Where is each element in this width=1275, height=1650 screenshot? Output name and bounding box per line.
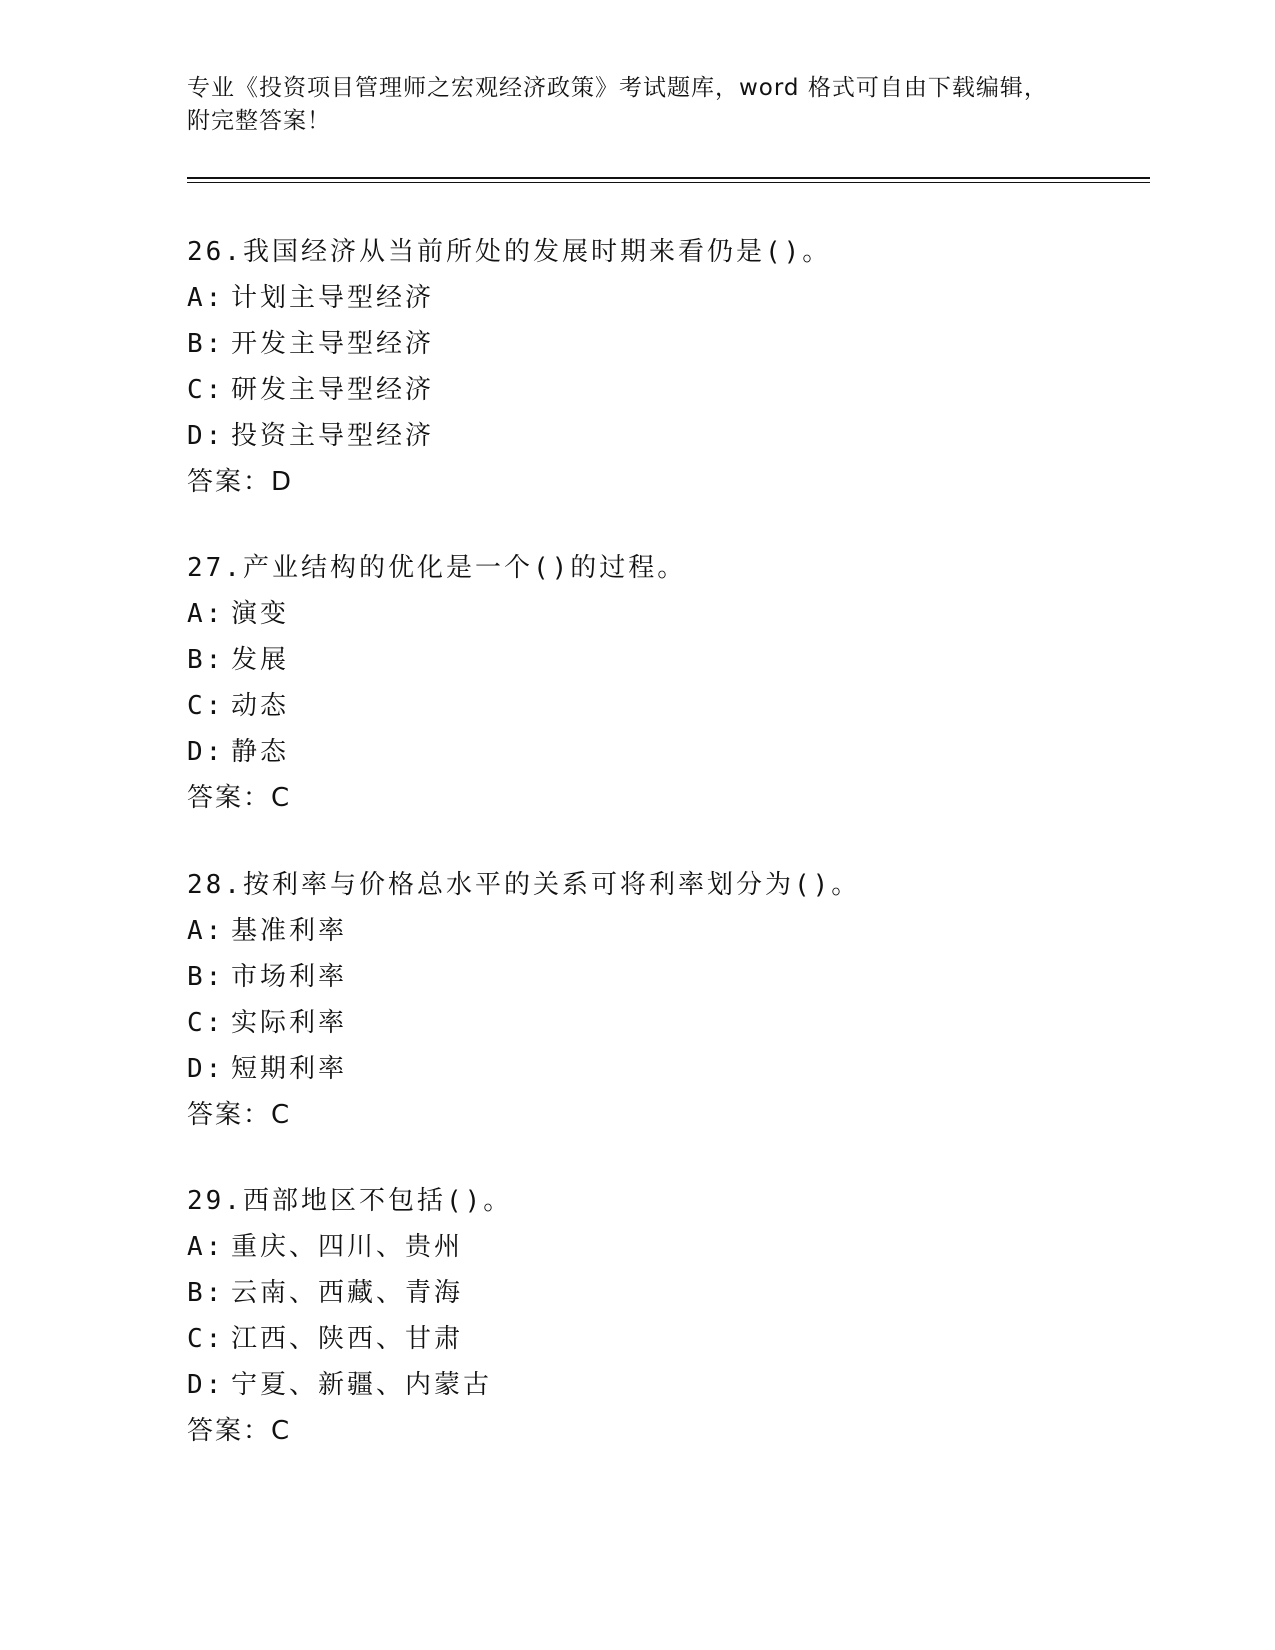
- question-stem: 29.西部地区不包括()。: [187, 1186, 513, 1216]
- option-a: [187, 591, 1127, 637]
- option-text: 市场利率: [231, 962, 348, 992]
- question-stem: 27.产业结构的优化是一个()的过程。: [187, 553, 687, 583]
- option-key: C:: [187, 691, 225, 721]
- option-text: 投资主导型经济: [231, 421, 435, 451]
- option-key: C:: [187, 375, 225, 405]
- option-b: [187, 321, 1127, 367]
- option-b: [187, 637, 1127, 683]
- answer-line: 答案：C: [187, 1416, 292, 1446]
- question-block: [187, 229, 1127, 505]
- option-text: 开发主导型经济: [231, 329, 435, 359]
- question-block: [187, 545, 1127, 821]
- option-text: 云南、西藏、青海: [231, 1278, 464, 1308]
- option-key: B:: [187, 1278, 225, 1308]
- option-key: A:: [187, 599, 225, 629]
- header-line-2: 附完整答案！: [187, 108, 331, 134]
- question-block: [187, 1178, 1127, 1454]
- option-a: [187, 275, 1127, 321]
- option-key: D:: [187, 421, 225, 451]
- option-key: D:: [187, 1370, 225, 1400]
- header-divider-thin: [187, 182, 1150, 183]
- question-stem: 26.我国经济从当前所处的发展时期来看仍是()。: [187, 237, 832, 267]
- option-a: [187, 908, 1127, 954]
- option-key: C:: [187, 1008, 225, 1038]
- answer-line: 答案：D: [187, 467, 294, 497]
- option-c: [187, 1000, 1127, 1046]
- option-c: [187, 683, 1127, 729]
- option-text: 重庆、四川、贵州: [231, 1232, 464, 1262]
- option-d: [187, 1362, 1127, 1408]
- option-key: A:: [187, 916, 225, 946]
- header-divider-thick: [187, 177, 1150, 179]
- option-c: [187, 367, 1127, 413]
- option-text: 计划主导型经济: [231, 283, 435, 313]
- option-text: 江西、陕西、甘肃: [231, 1324, 464, 1354]
- option-d: [187, 729, 1127, 775]
- answer-line: 答案：C: [187, 783, 292, 813]
- option-b: [187, 954, 1127, 1000]
- option-key: D:: [187, 737, 225, 767]
- question-stem: 28.按利率与价格总水平的关系可将利率划分为()。: [187, 870, 861, 900]
- option-d: [187, 1046, 1127, 1092]
- answer-line: 答案：C: [187, 1100, 292, 1130]
- option-key: A:: [187, 283, 225, 313]
- option-key: B:: [187, 329, 225, 359]
- option-text: 基准利率: [231, 916, 348, 946]
- option-text: 发展: [231, 645, 290, 675]
- option-key: C:: [187, 1324, 225, 1354]
- option-text: 研发主导型经济: [231, 375, 435, 405]
- option-text: 静态: [231, 737, 290, 767]
- option-text: 演变: [231, 599, 290, 629]
- option-text: 实际利率: [231, 1008, 348, 1038]
- header-line-1: 专业《投资项目管理师之宏观经济政策》考试题库，word 格式可自由下载编辑，: [187, 75, 1048, 101]
- option-b: [187, 1270, 1127, 1316]
- option-a: [187, 1224, 1127, 1270]
- question-block: [187, 862, 1127, 1138]
- option-text: 短期利率: [231, 1054, 348, 1084]
- option-key: A:: [187, 1232, 225, 1262]
- option-d: [187, 413, 1127, 459]
- option-key: D:: [187, 1054, 225, 1084]
- option-text: 宁夏、新疆、内蒙古: [231, 1370, 493, 1400]
- option-c: [187, 1316, 1127, 1362]
- option-text: 动态: [231, 691, 290, 721]
- document-header: [187, 72, 1087, 138]
- option-key: B:: [187, 962, 225, 992]
- option-key: B:: [187, 645, 225, 675]
